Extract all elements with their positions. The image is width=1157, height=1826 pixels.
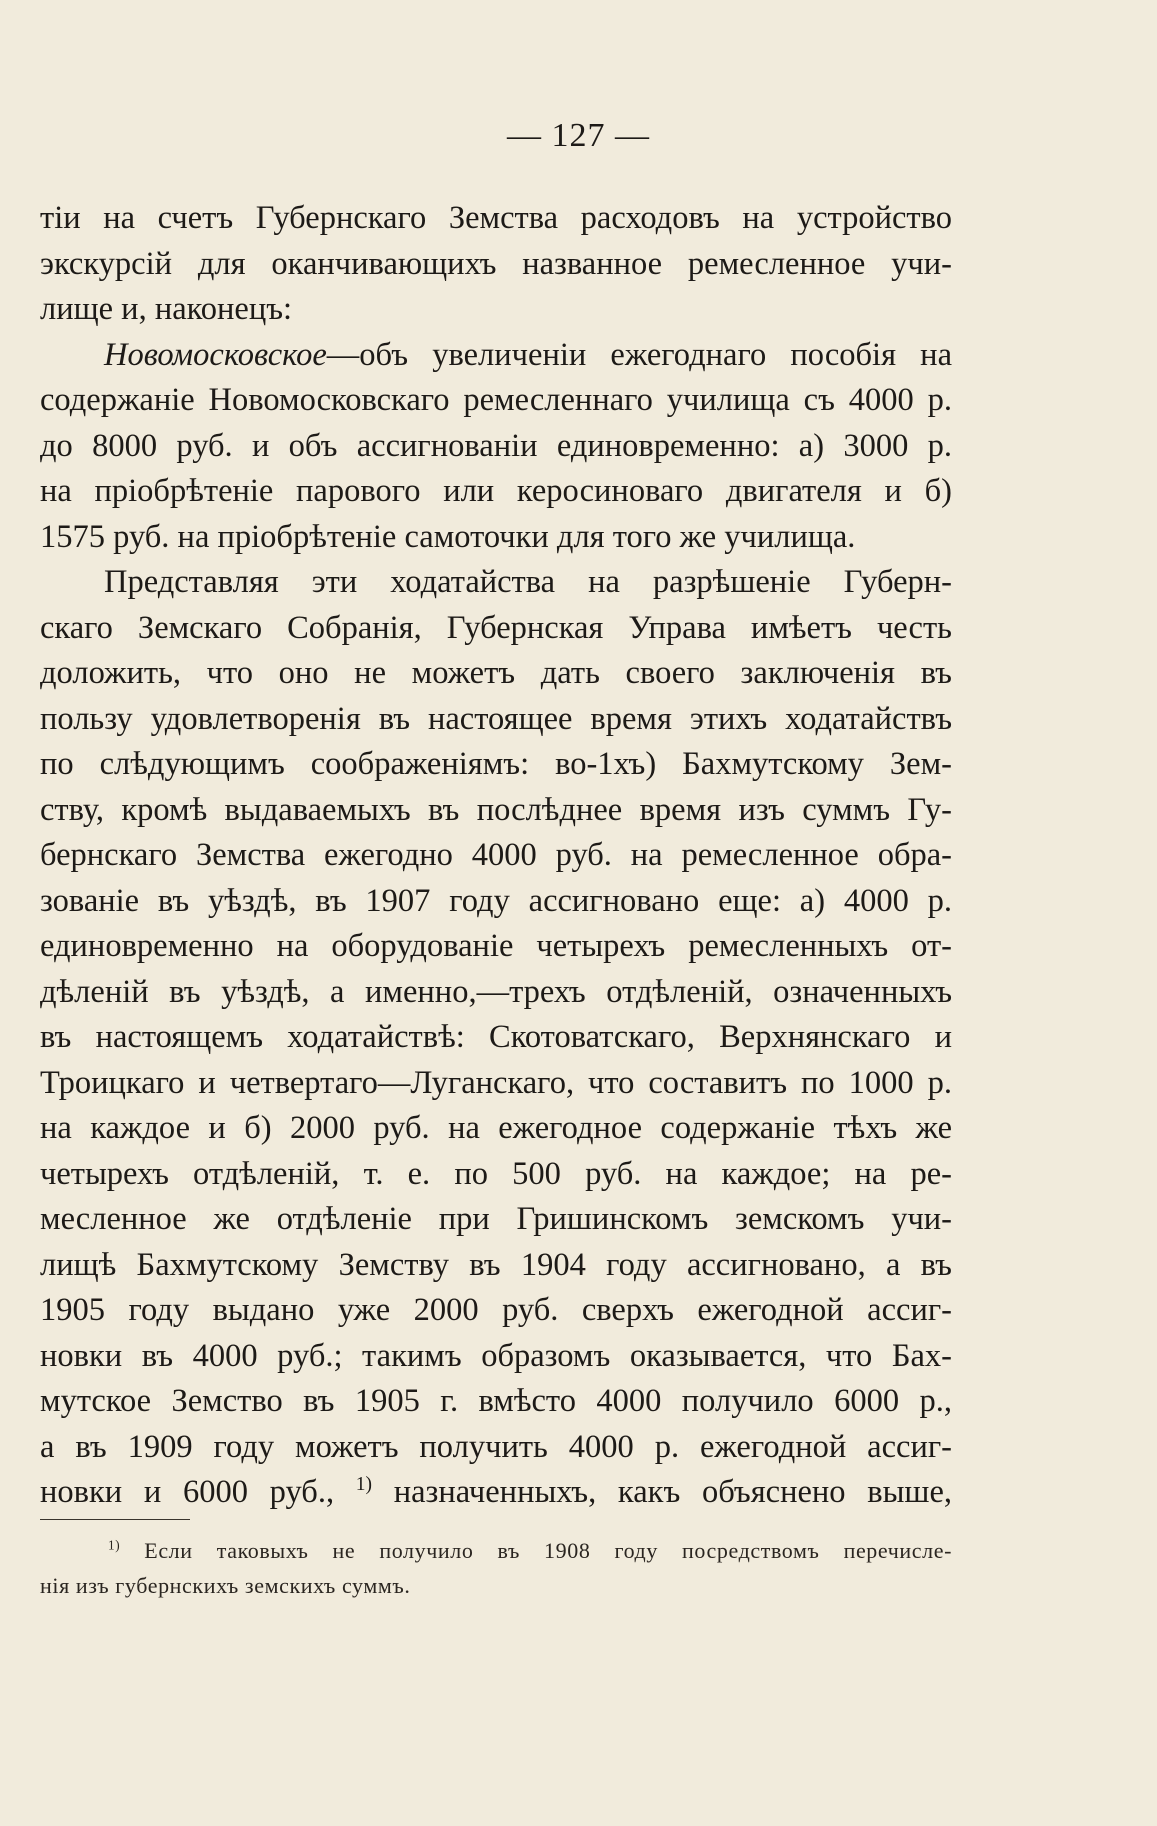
text-line: на каждое и б) 2000 руб. на ежегодное содержаніе тѣхъ же: [40, 1110, 952, 1146]
page-number: — 127 —: [507, 117, 650, 154]
text-line: [40, 1470, 952, 1516]
text-line: содержаніе Новомосковскаго ремесленнаго училища съ 4000 р.: [40, 382, 952, 418]
text-line: новки въ 4000 руб.; такимъ образомъ оказывается, что Бах-: [40, 1337, 952, 1374]
text-line: единовременно на оборудованіе четырехъ ремесленныхъ от-: [40, 928, 952, 964]
footnote-reference: 1): [355, 1474, 373, 1496]
text-line: [40, 333, 952, 379]
footnote-line: [40, 1533, 952, 1568]
text-line: скаго Земскаго Собранія, Губернская Управа имѣетъ честь: [40, 609, 952, 646]
text-line: зованіе въ уѣздѣ, въ 1907 году ассигновано еще: а) 4000 р.: [40, 882, 952, 919]
text-line: мутское Земство въ 1905 г. вмѣсто 4000 получило 6000 р.,: [40, 1383, 952, 1419]
text-line: по слѣдующимъ соображеніямъ: во-1хъ) Бахмутскому Зем-: [40, 746, 952, 782]
footnote-line: нія изъ губернскихъ земскихъ суммъ.: [40, 1573, 411, 1598]
text-line-start: новки и 6000 руб.,: [40, 1474, 335, 1510]
body-text: [40, 196, 952, 1516]
text-line: 1905 году выдано уже 2000 руб. сверхъ ежегодной ассиг-: [40, 1292, 952, 1328]
text-line: дѣленій въ уѣздѣ, а именно,—трехъ отдѣленій, означенныхъ: [40, 973, 952, 1010]
text-line: въ настоящемъ ходатайствѣ: Скотоватскаго, Верхнянскаго и: [40, 1019, 952, 1055]
text-line: доложить, что оно не можетъ дать своего заключенія въ: [40, 655, 952, 691]
text-line: бернскаго Земства ежегодно 4000 руб. на ремесленное обра-: [40, 837, 952, 873]
footnote: [40, 1533, 952, 1603]
text-line: четырехъ отдѣленій, т. е. по 500 руб. на каждое; на ре-: [40, 1155, 952, 1192]
text-line: лище и, наконецъ:: [40, 291, 293, 327]
text-line: Представляя эти ходатайства на разрѣшеніе Губерн-: [104, 564, 952, 600]
text-line: экскурсій для оканчивающихъ названное ремесленное учи-: [40, 245, 952, 282]
text-line: Троицкаго и четвертаго—Луганскаго, что составитъ по 1000 р.: [40, 1064, 952, 1101]
footnote-divider: [40, 1519, 190, 1520]
footnote-text: Если таковыхъ не получило въ 1908 году посредствомъ перечисле-: [144, 1538, 952, 1563]
text-line: лищѣ Бахмутскому Земству въ 1904 году ассигновано, а въ: [40, 1246, 952, 1283]
text-line-rest: —объ увеличеніи ежегоднаго пособія на: [326, 336, 952, 373]
text-line: до 8000 руб. и объ ассигнованіи единовременно: а) 3000 р.: [40, 427, 952, 464]
text-line: на пріобрѣтеніе парового или керосиноваго двигателя и б): [40, 473, 952, 509]
text-line: месленное же отдѣленіе при Гришинскомъ земскомъ учи-: [40, 1201, 952, 1237]
text-line: а въ 1909 году можетъ получить 4000 р. ежегодной ассиг-: [40, 1428, 952, 1465]
footnote-marker: 1): [108, 1537, 121, 1553]
text-line: пользу удовлетворенія въ настоящее время этихъ ходатайствъ: [40, 700, 952, 737]
text-line: тіи на счетъ Губернскаго Земства расходовъ на устройство: [40, 200, 952, 236]
text-line: ству, кромѣ выдаваемыхъ въ послѣднее время изъ суммъ Гу-: [40, 791, 952, 828]
text-line: 1575 руб. на пріобрѣтеніе самоточки для того же училища.: [40, 518, 856, 555]
italic-lead-word: Новомосковское: [104, 336, 327, 373]
text-line-end: назначенныхъ, какъ объяснено выше,: [393, 1474, 953, 1510]
